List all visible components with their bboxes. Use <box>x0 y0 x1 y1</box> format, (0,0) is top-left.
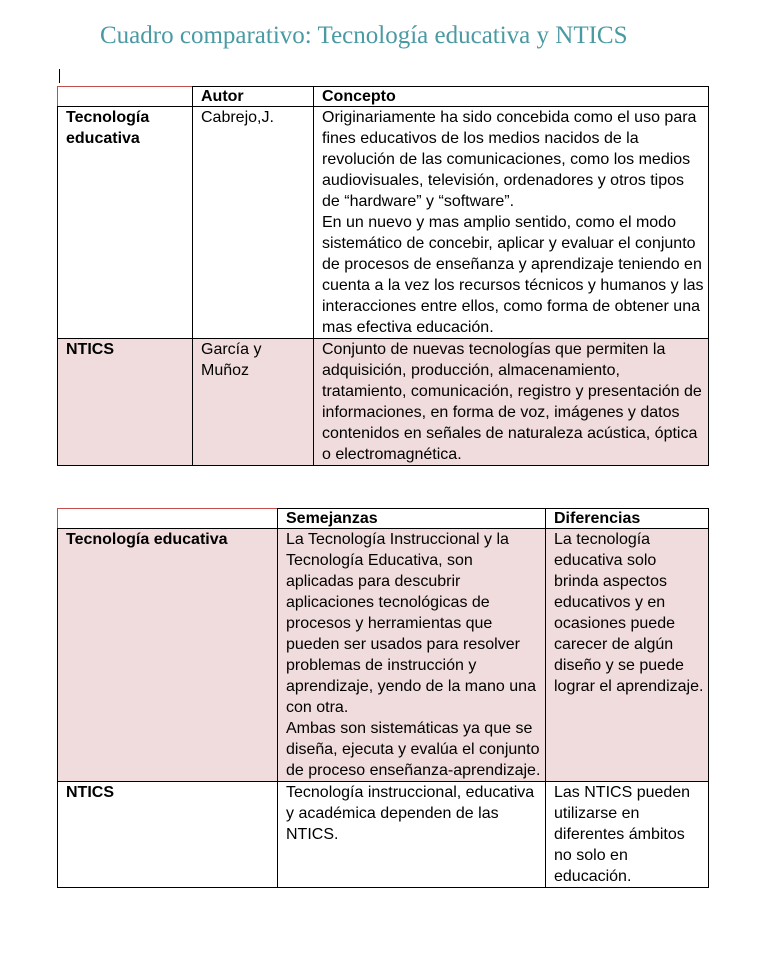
row-term: NTICS <box>58 782 278 888</box>
header-empty-cell <box>58 87 193 107</box>
row-similarities <box>278 529 546 782</box>
row-term: Tecnología educativa <box>58 107 193 339</box>
row-differences: La tecnología educativa solo brinda aspectos educativos y en ocasiones puede carecer de algún diseño y se puede lograr el aprendizaje. <box>546 529 709 782</box>
table-row <box>58 782 709 888</box>
header-concepto: Concepto <box>314 87 709 107</box>
row-author: Cabrejo,J. <box>193 107 314 339</box>
header-autor: Autor <box>193 87 314 107</box>
header-diferencias: Diferencias <box>546 509 709 529</box>
table-header-row <box>58 509 709 529</box>
similarities-paragraph: Ambas son sistemáticas ya que se diseña, ejecuta y evalúa el conjunto de proceso enseñanza-aprendizaje. <box>286 720 541 779</box>
comparison-table <box>57 508 709 888</box>
document-title: Cuadro comparativo: Tecnología educativa y NTICS <box>100 22 628 49</box>
table-row <box>58 339 709 466</box>
text-cursor <box>59 69 60 83</box>
row-similarities <box>278 782 546 888</box>
similarities-paragraph: La Tecnología Instruccional y la Tecnología Educativa, son aplicadas para descubrir aplicaciones tecnológicas de procesos y herramientas que pueden ser usados para resolver problemas de instrucción y aprendizaje, yendo de la mano una con otra. <box>286 531 536 716</box>
row-concept <box>314 107 709 339</box>
row-differences: Las NTICS pueden utilizarse en diferentes ámbitos no solo en educación. <box>546 782 709 888</box>
similarities-paragraph: Tecnología instruccional, educativa y académica dependen de las NTICS. <box>286 784 535 843</box>
header-empty-cell <box>58 509 278 529</box>
concept-paragraph: En un nuevo y mas amplio sentido, como el modo sistemático de concebir, aplicar y evaluar el conjunto de procesos de enseñanza y aprendizaje teniendo en cuenta a la vez los recursos técnicos y humanos y las interacciones entre ellos, como forma de obtener una mas efectiva educación. <box>322 214 704 336</box>
concept-paragraph: Originariamente ha sido concebida como el uso para fines educativos de los medios nacidos de la revolución de las comunicaciones, como los medios audiovisuales, televisión, ordenadores y otros tipos de “hardware” y “software”. <box>322 109 697 210</box>
table-row <box>58 529 709 782</box>
table-row <box>58 107 709 339</box>
row-term: Tecnología educativa <box>58 529 278 782</box>
row-author: García y Muñoz <box>193 339 314 466</box>
concept-paragraph: Conjunto de nuevas tecnologías que permiten la adquisición, producción, almacenamiento, tratamiento, comunicación, registro y presentación de informaciones, en forma de voz, imágenes y datos contenidos en señales de naturaleza acústica, óptica o electromagnética. <box>322 341 702 463</box>
header-semejanzas: Semejanzas <box>278 509 546 529</box>
row-term: NTICS <box>58 339 193 466</box>
row-concept <box>314 339 709 466</box>
concepts-table <box>57 86 709 466</box>
table-header-row <box>58 87 709 107</box>
